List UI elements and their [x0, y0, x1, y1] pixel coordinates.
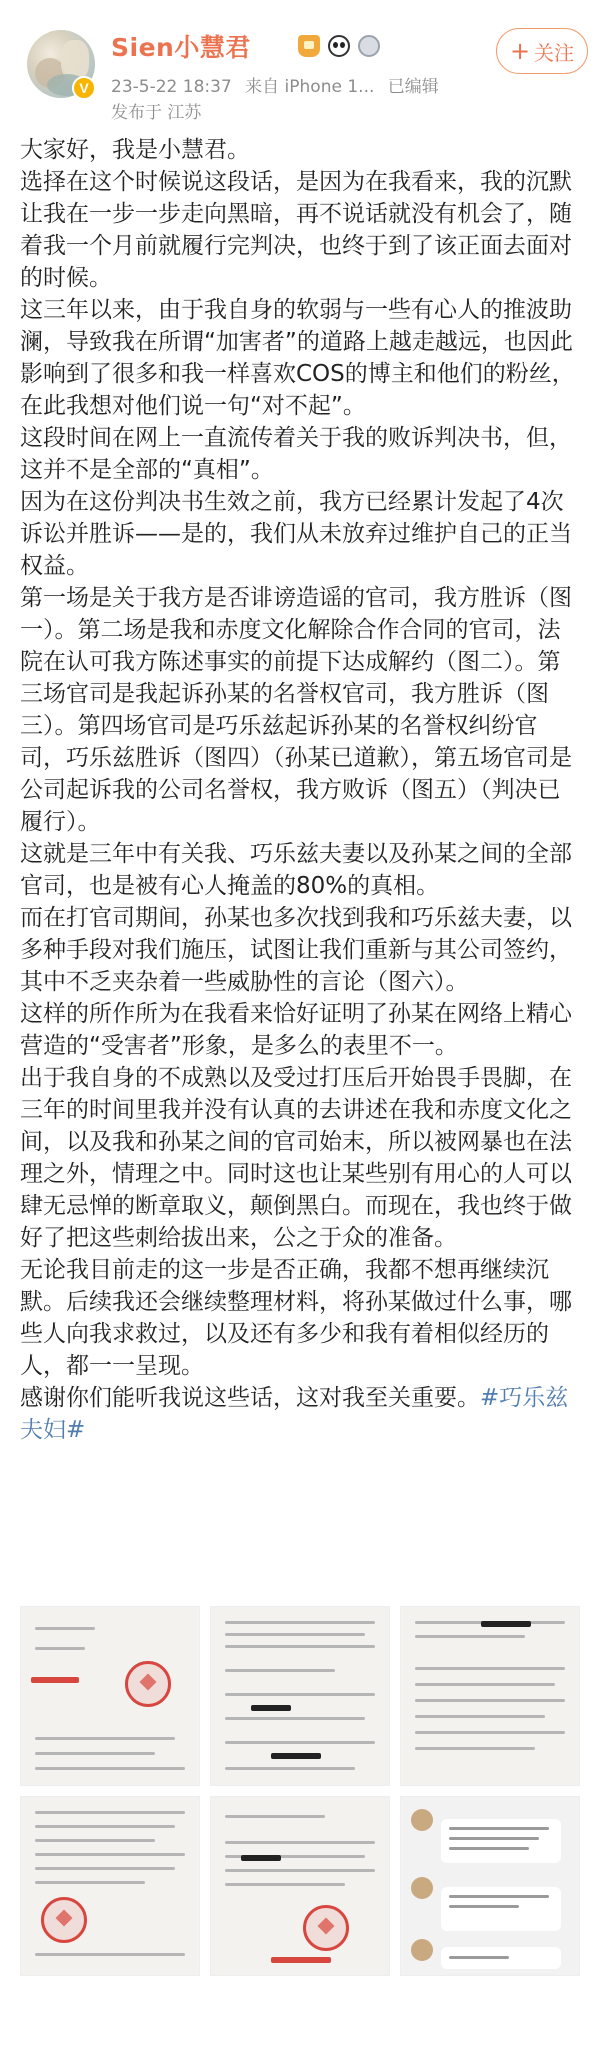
post-text: 感谢你们能听我说这些话，这对我至关重要。 [20, 1385, 480, 1411]
image-gallery [20, 1606, 580, 2034]
document-line [35, 1825, 175, 1828]
post-paragraph: 这就是三年中有关我、巧乐兹夫妻以及孙某之间的全部官司，也是被有心人掩盖的80%的真相。 [20, 841, 572, 899]
post-paragraph: 无论我目前走的这一步是否正确，我都不想再继续沉默。后续我还会继续整理材料，将孙某做过什么事，哪些人向我求救过，以及还有多少和我有着相似经历的人，都一一呈现。 [20, 1257, 572, 1379]
username[interactable]: Sien小慧君 [111, 33, 251, 62]
document-line [225, 1633, 365, 1636]
redaction-bar [481, 1621, 531, 1627]
chat-line [449, 1827, 549, 1830]
document-line [35, 1737, 175, 1740]
document-line [35, 1767, 185, 1770]
panda-badge-icon[interactable] [328, 35, 350, 57]
document-line [35, 1839, 155, 1842]
gallery-image-1[interactable] [20, 1606, 200, 1786]
document-line [225, 1621, 375, 1624]
document-line [225, 1669, 335, 1672]
post-paragraph: 大家好，我是小慧君。 [20, 137, 250, 163]
post-paragraph: 这三年以来，由于我自身的软弱与一些有心人的推波助澜，导致我在所谓“加害者”的道路上越走越远，也因此影响到了很多和我一样喜欢COS的博主和他们的粉丝，在此我想对他们说一句“对不起”。 [20, 297, 575, 419]
redaction-bar [241, 1855, 281, 1861]
chat-avatar [411, 1877, 433, 1899]
document-line [225, 1717, 365, 1720]
gallery-image-6[interactable] [400, 1796, 580, 1976]
document-line [35, 1853, 185, 1856]
post-paragraph: 这段时间在网上一直流传着关于我的败诉判决书，但，这并不是全部的“真相”。 [20, 425, 572, 483]
document-line [415, 1715, 545, 1718]
post-source: 来自 iPhone 1... [245, 77, 375, 97]
gallery-image-4[interactable] [20, 1796, 200, 1976]
topic-link[interactable]: #巧乐兹夫妇# [20, 1385, 569, 1443]
chat-bubble [441, 1819, 561, 1863]
gallery-image-3[interactable] [400, 1606, 580, 1786]
court-seal-icon [41, 1897, 87, 1943]
chat-line [449, 1895, 549, 1898]
document-line [35, 1867, 175, 1870]
red-stamp-mark [31, 1677, 79, 1683]
document-line [35, 1953, 185, 1956]
crown-badge-icon[interactable] [298, 35, 320, 57]
medal-badge-icon[interactable] [358, 35, 380, 57]
post-timestamp: 23-5-22 18:37 [111, 77, 232, 97]
document-line [35, 1881, 145, 1884]
document-line [35, 1811, 185, 1814]
post-paragraph: 出于我自身的不成熟以及受过打压后开始畏手畏脚，在三年的时间里我并没有认真的去讲述在我和赤度文化之间，以及我和孙某之间的官司始末，所以被网暴也在法理之外，情理之中。同时这也让某些别有用心的人可以肆无忌惮的断章取义，颠倒黑白。而现在，我也终于做好了把这些刺给拔出来，公之于众的准备。 [20, 1065, 572, 1251]
court-seal-icon [125, 1661, 171, 1707]
document-line [225, 1645, 375, 1648]
red-stamp-mark [271, 1957, 331, 1963]
document-line [415, 1667, 565, 1670]
post-meta [111, 72, 447, 97]
post-paragraph: 第一场是关于我方是否诽谤造谣的官司，我方胜诉（图一）。第二场是我和赤度文化解除合作合同的官司，法院在认可我方陈述事实的前提下达成解约（图二）。第三场官司是我起诉孙某的名誉权官司，我方胜诉（图三）。第四场官司是巧乐兹起诉孙某的名誉权纠纷官司，巧乐兹胜诉（图四）（孙某已道歉），第五场官司是公司起诉我的公司名誉权，我方败诉（图五）（判决已履行）。 [20, 585, 572, 835]
document-line [225, 1693, 375, 1696]
document-line [225, 1883, 345, 1886]
edited-label[interactable]: 已编辑 [387, 77, 439, 97]
post-header [0, 0, 600, 125]
user-badges [298, 33, 380, 59]
post-paragraph: 这样的所作所为在我看来恰好证明了孙某在网络上精心营造的“受害者”形象，是多么的表里不一。 [20, 1001, 572, 1059]
follow-button[interactable] [496, 28, 588, 74]
post-paragraph: 因为在这份判决书生效之前，我方已经累计发起了4次诉讼并胜诉——是的，我们从未放弃过维护自己的正当权益。 [20, 489, 572, 579]
chat-line [449, 1847, 529, 1850]
document-line [225, 1815, 325, 1818]
post-paragraph-last [20, 1382, 582, 1446]
gallery-image-2[interactable] [210, 1606, 390, 1786]
gallery-image-5[interactable] [210, 1796, 390, 1976]
redaction-bar [271, 1753, 321, 1759]
verified-badge-icon: V [72, 76, 96, 100]
chat-avatar [411, 1809, 433, 1831]
chat-avatar [411, 1939, 433, 1961]
post-paragraph: 而在打官司期间，孙某也多次找到我和巧乐兹夫妻，以多种手段对我们施压，试图让我们重新与其公司签约，其中不乏夹杂着一些威胁性的言论（图六）。 [20, 905, 572, 995]
document-line [415, 1683, 555, 1686]
post-paragraph: 选择在这个时候说这段话，是因为在我看来，我的沉默让我在一步一步走向黑暗，再不说话就没有机会了，随着我一个月前就履行完判决，也终于到了该正面去面对的时候。 [20, 169, 572, 291]
document-line [415, 1731, 565, 1734]
chat-line [449, 1956, 509, 1959]
document-line [225, 1841, 375, 1844]
document-line [225, 1869, 375, 1872]
document-line [35, 1627, 95, 1630]
chat-bubble [441, 1887, 561, 1931]
post-content [20, 134, 582, 1446]
redaction-bar [251, 1705, 291, 1711]
document-line [35, 1752, 155, 1755]
post-location: 发布于 江苏 [111, 103, 202, 123]
plus-icon: + [509, 37, 531, 65]
document-line [35, 1647, 85, 1650]
chat-line [449, 1837, 539, 1840]
follow-label: 关注 [534, 40, 575, 65]
document-line [415, 1699, 565, 1702]
chat-line [449, 1905, 519, 1908]
court-seal-icon [303, 1905, 349, 1951]
document-line [415, 1635, 525, 1638]
document-line [225, 1767, 355, 1770]
document-line [415, 1747, 535, 1750]
document-line [225, 1741, 375, 1744]
